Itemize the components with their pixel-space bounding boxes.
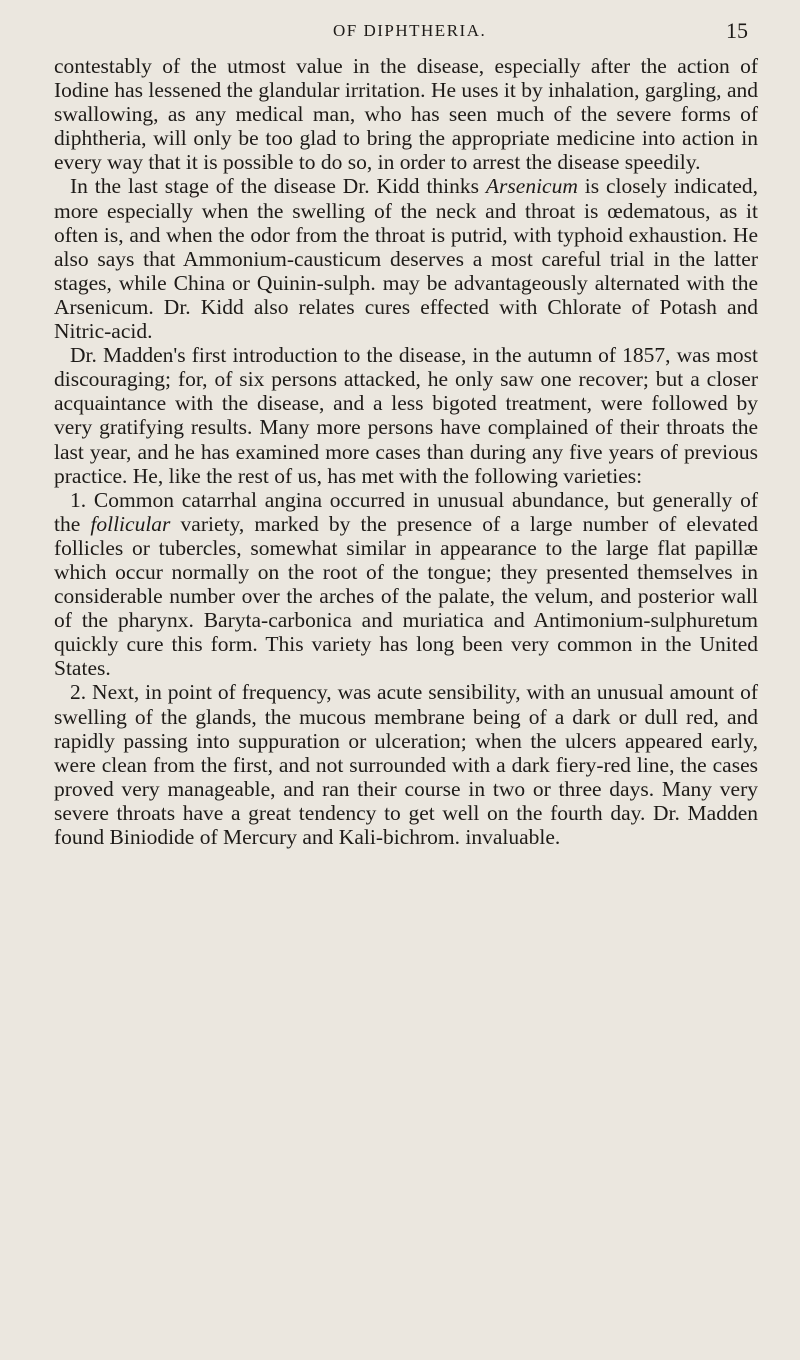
body-text — [54, 54, 758, 849]
page-number: 15 — [726, 18, 748, 43]
variety-name-italic: follicular — [90, 511, 171, 536]
paragraph-text: In the last stage of the disease Dr. Kidd thinks — [70, 174, 486, 199]
page-header — [0, 14, 800, 50]
paragraph-arsenicum — [54, 174, 758, 343]
paragraph-variety-2: 2. Next, in point of frequency, was acute sensibility, with an unusual amount of swelling of the glands, the mucous membrane being of a dark or dull red, and rapidly passing into suppuration or ulceration; when the ulcers appeared early, were clean from the first, and not surrounded with a dark fiery-red line, the cases proved very manageable, and ran their course in two or three days. Many very severe throats have a great tendency to get well on the fourth day. Dr. Madden found Biniodide of Mercury and Kali-bichrom. invaluable. — [54, 680, 758, 849]
remedy-name-italic: Arsenicum — [485, 174, 578, 199]
running-head: OF DIPHTHERIA. — [333, 21, 487, 40]
paragraph-iodine-continuation: contestably of the utmost value in the disease, especially after the action of Iodine has lessened the glandular irritation. He uses it by inhalation, gargling, and swallowing, as any medical man, who has seen much of the severe forms of diphtheria, will only be too glad to bring the appropriate medicine into action in every way that it is possible to do so, in order to arrest the disease speedily. — [54, 54, 758, 175]
paragraph-text: is closely indicated, more especially when the swelling of the neck and throat is œdematous, as it often is, and when the odor from the throat is putrid, with typhoid exhaustion. He also says that Ammonium-causticum deserves a most careful trial in the latter stages, while China or Quinin-sulph. may be advantageously alternated with the Arsenicum. Dr. Kidd also relates cures effected with Chlorate of Potash and Nitric-acid. — [54, 174, 758, 344]
paragraph-variety-1 — [54, 488, 758, 681]
paragraph-text: 1. Common catarrhal angina occurred in unusual abundance, but generally of the — [54, 487, 758, 536]
paragraph-text: variety, marked by the presence of a large number of elevated follicles or tubercles, somewhat similar in appearance to the large flat papillæ which occur normally on the root of the tongue; they presented themselves in considerable number over the arches of the palate, the velum, and posterior wall of the pharynx. Baryta-carbonica and muriatica and Antimonium-sulphuretum quickly cure this form. This variety has long been very common in the United States. — [54, 511, 758, 681]
paragraph-madden-introduction: Dr. Madden's first introduction to the disease, in the autumn of 1857, was most discouraging; for, of six persons attacked, he only saw one recover; but a closer acquaintance with the disease, and a less bigoted treatment, were followed by very gratifying results. Many more persons have complained of their throats the last year, and he has examined more cases than during any five years of previous practice. He, like the rest of us, has met with the following varieties: — [54, 343, 758, 488]
